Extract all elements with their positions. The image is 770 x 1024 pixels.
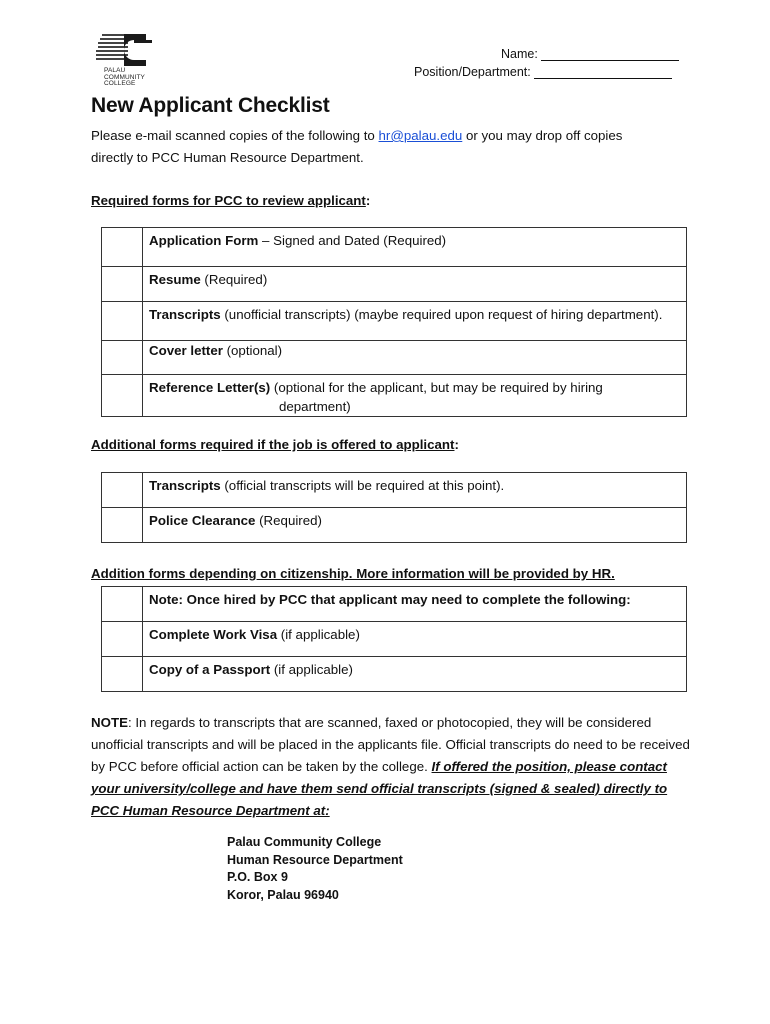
checkbox[interactable] <box>102 587 143 622</box>
checkbox[interactable] <box>102 341 143 375</box>
table-row: Police Clearance (Required) <box>102 508 687 543</box>
table-row: Resume (Required) <box>102 267 687 302</box>
note-paragraph: NOTE: In regards to transcripts that are scanned, faxed or photocopied, they will be considered unofficial transcripts and will be placed in the applicants file. Official transcripts do need to be received by PCC before official action can be taken by the college. If offered the position, please contact your university/college and have them send official transcripts (signed & sealed) directly to PCC Human Resource Department at: <box>91 715 690 818</box>
note-emphasis: If offered the position, please contact your university/college and have them send official transcripts (signed & sealed) directly to PCC Human Resource Department at: <box>91 759 668 818</box>
checkbox[interactable] <box>102 375 143 417</box>
citizenship-forms-table <box>101 586 687 692</box>
checkbox[interactable] <box>102 622 143 657</box>
page-title: New Applicant Checklist <box>91 94 330 117</box>
checkbox[interactable] <box>102 473 143 508</box>
table-row: Application Form – Signed and Dated (Required) <box>102 228 687 267</box>
checkbox[interactable] <box>102 657 143 692</box>
table-row: Cover letter (optional) <box>102 341 687 375</box>
email-link[interactable]: hr@palau.edu <box>378 128 463 143</box>
checkbox[interactable] <box>102 508 143 543</box>
name-blank[interactable] <box>541 60 679 61</box>
table-row: Transcripts (unofficial transcripts) (maybe required upon request of hiring department). <box>102 302 687 341</box>
checkbox[interactable] <box>102 228 143 267</box>
intro-paragraph: Please e-mail scanned copies of the following to hr@palau.edu or you may drop off copies directly to PCC Human Resource Department. <box>91 128 623 165</box>
checkbox[interactable] <box>102 302 143 341</box>
table-row: Note: Once hired by PCC that applicant may need to complete the following: <box>102 587 687 622</box>
table-row: Reference Letter(s) (optional for the applicant, but may be required by hiring department) <box>102 375 687 417</box>
checkbox[interactable] <box>102 267 143 302</box>
name-label: Name: <box>501 47 538 61</box>
table-row: Transcripts (official transcripts will be required at this point). <box>102 473 687 508</box>
additional-forms-heading: Additional forms required if the job is offered to applicant: <box>91 437 459 452</box>
position-blank[interactable] <box>534 78 672 79</box>
name-field <box>501 47 679 61</box>
table-row: Copy of a Passport (if applicable) <box>102 657 687 692</box>
logo-text: PALAU COMMUNITY COLLEGE <box>104 67 145 87</box>
table-row: Complete Work Visa (if applicable) <box>102 622 687 657</box>
citizenship-forms-heading: Addition forms depending on citizenship. More information will be provided by HR. <box>91 566 615 581</box>
additional-forms-table <box>101 472 687 543</box>
required-forms-table <box>101 227 687 417</box>
position-field <box>414 65 672 79</box>
mailing-address: Palau Community College Human Resource Department P.O. Box 9 Koror, Palau 96940 <box>227 835 403 902</box>
required-forms-heading: Required forms for PCC to review applicant: <box>91 193 371 208</box>
position-label: Position/Department: <box>414 65 531 79</box>
